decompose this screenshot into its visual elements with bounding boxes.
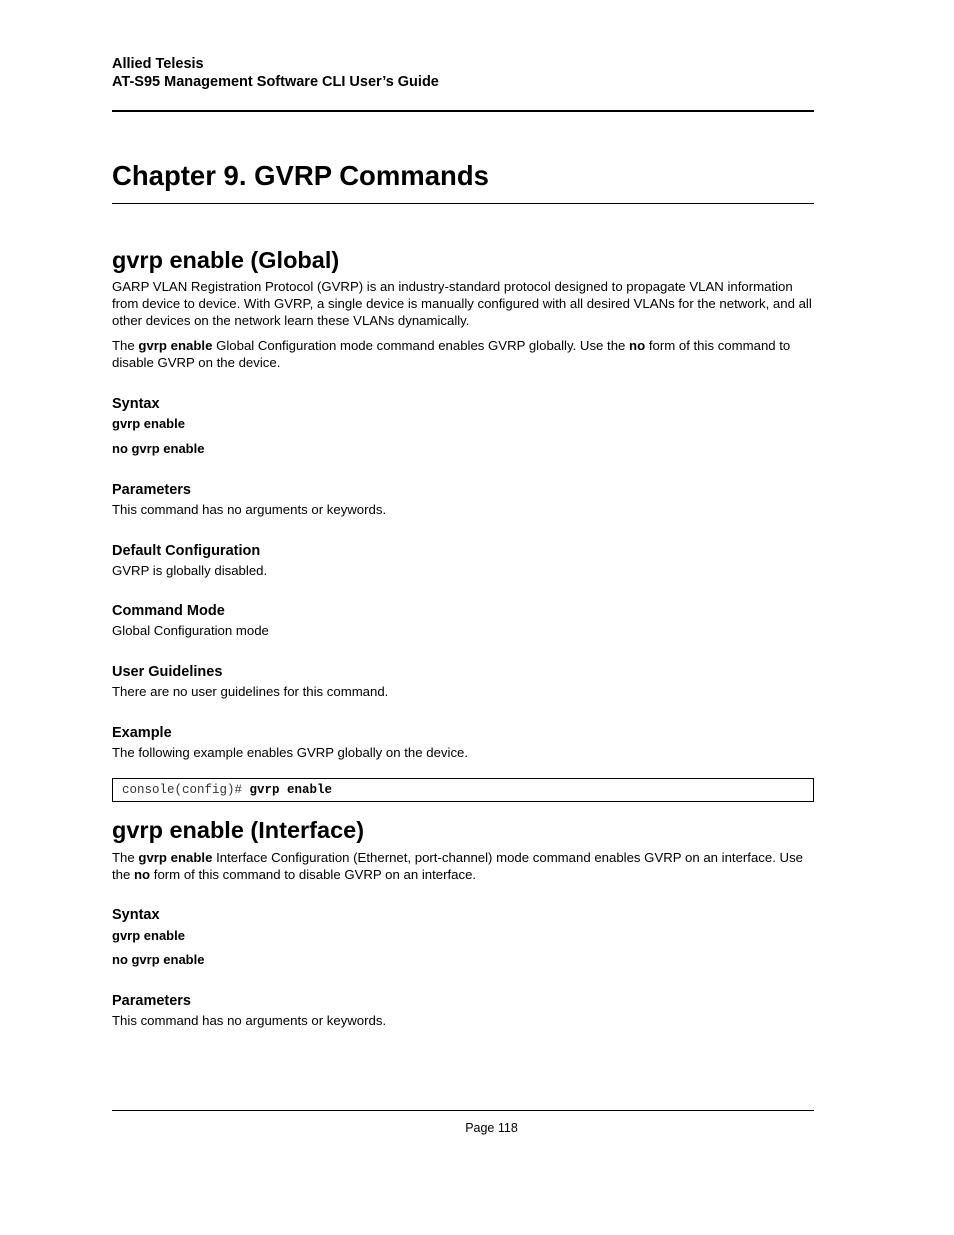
code-example-line	[122, 779, 332, 801]
syntax-heading: Syntax	[112, 907, 160, 923]
command-mode-text: Global Configuration mode	[112, 623, 269, 638]
header-company: Allied Telesis	[112, 56, 204, 72]
command-name: gvrp enable	[138, 338, 213, 353]
no-keyword: no	[629, 338, 646, 353]
example-heading: Example	[112, 725, 172, 741]
header-rule	[112, 110, 814, 112]
command-name: gvrp enable	[138, 850, 213, 865]
code-example-box	[112, 778, 814, 802]
chapter-rule	[112, 203, 814, 204]
section-intro-paragraph: GARP VLAN Registration Protocol (GVRP) is an industry-standard protocol designed to propagate VLAN information from device to device. With GVRP, a single device is manually configured with all desired VLANs for the network, and all other devices on the network learn these VLANs dynamically.	[112, 279, 812, 328]
syntax-no-command: no gvrp enable	[112, 441, 205, 456]
default-configuration-text: GVRP is globally disabled.	[112, 563, 268, 578]
default-configuration-heading: Default Configuration	[112, 543, 261, 559]
header-guide-title: AT-S95 Management Software CLI User’s Guide	[112, 74, 439, 90]
syntax-heading: Syntax	[112, 396, 160, 412]
parameters-text: This command has no arguments or keywords.	[112, 1013, 387, 1028]
no-keyword: no	[134, 867, 151, 882]
chapter-title: Chapter 9. GVRP Commands	[112, 160, 489, 191]
syntax-command: gvrp enable	[112, 928, 185, 943]
syntax-command: gvrp enable	[112, 416, 185, 431]
code-prompt: console(config)#	[122, 783, 250, 797]
user-guidelines-heading: User Guidelines	[112, 664, 223, 680]
section-description-paragraph: The gvrp enable Interface Configuration (Ethernet, port-channel) mode command enables GVRP on an interface. Use the no form of this command to disable GVRP on an interface.	[112, 850, 804, 882]
section-title-interface: gvrp enable (Interface)	[112, 817, 365, 843]
command-mode-heading: Command Mode	[112, 603, 225, 619]
parameters-heading: Parameters	[112, 993, 191, 1009]
page-number: Page 118	[465, 1121, 518, 1135]
user-guidelines-text: There are no user guidelines for this command.	[112, 684, 389, 699]
section-title-global: gvrp enable (Global)	[112, 247, 340, 273]
footer-rule	[112, 1110, 814, 1111]
section-description-paragraph: The gvrp enable Global Configuration mode command enables GVRP globally. Use the no form of this command to disable GVRP on the device.	[112, 338, 791, 370]
syntax-no-command: no gvrp enable	[112, 952, 205, 967]
parameters-heading: Parameters	[112, 482, 191, 498]
example-text: The following example enables GVRP globally on the device.	[112, 745, 469, 760]
parameters-text: This command has no arguments or keywords.	[112, 502, 387, 517]
code-command: gvrp enable	[249, 783, 333, 797]
